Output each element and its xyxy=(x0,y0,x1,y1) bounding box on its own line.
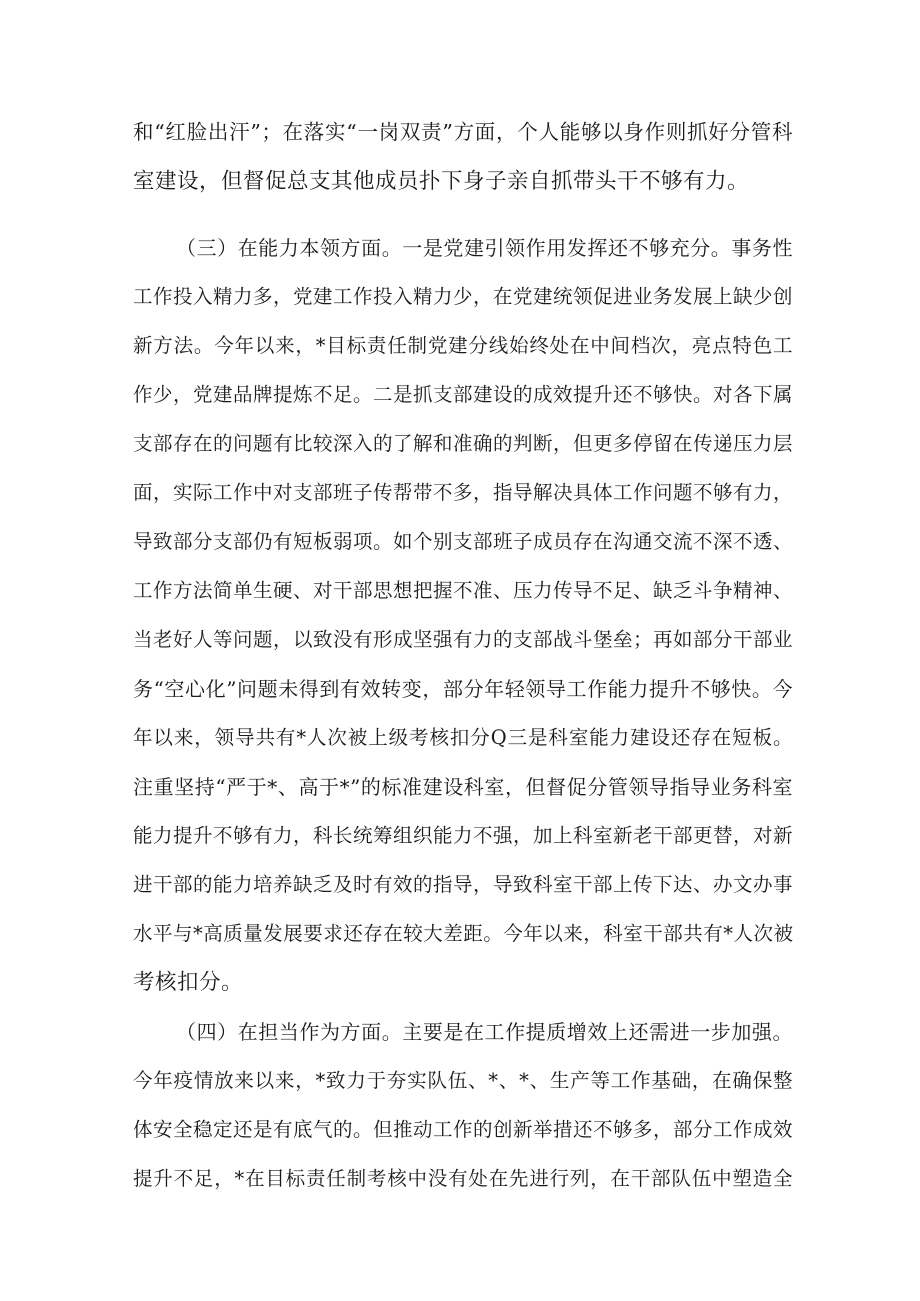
text-line-5: 新方法。今年以来，*目标责任制党建分线始终处在中间档次，亮点特色工 xyxy=(133,334,793,357)
text-line-8: 面，实际工作中对支部班子传帮带不多，指导解决具体工作问题不够有力， xyxy=(133,481,794,504)
text-line-17: 水平与*高质量发展要求还存在较大差距。今年以来，科室干部共有*人次被 xyxy=(133,922,794,945)
text-line-9: 导致部分支部仍有短板弱项。如个别支部班子成员存在沟通交流不深不透、 xyxy=(133,530,794,553)
text-line-10: 工作方法简单生硬、对干部思想把握不准、压力传导不足、缺乏斗争精神、 xyxy=(133,579,794,602)
text-line-4: 工作投入精力多，党建工作投入精力少，在党建统领促进业务发展上缺少创 xyxy=(133,285,794,308)
text-line-1: 和“红脸出汗”；在落实“一岗双责”方面，个人能够以身作则抓好分管科 xyxy=(133,120,793,144)
text-line-7: 支部存在的问题有比较深入的了解和准确的判断，但更多停留在传递压力层 xyxy=(133,432,794,455)
text-line-18: 考核扣分。 xyxy=(133,970,244,995)
text-line-16: 进干部的能力培养缺乏及时有效的指导，导致科室干部上传下达、办文办事 xyxy=(133,873,794,896)
paragraph-4-first-line: （四）在担当作为方面。主要是在工作提质增效上还需进一步加强。 xyxy=(176,1020,793,1044)
paragraph-3-first-line: （三）在能力本领方面。一是党建引领作用发挥还不够充分。事务性 xyxy=(176,236,793,260)
text-line-12: 务“空心化”问题未得到有效转变，部分年轻领导工作能力提升不够快。今 xyxy=(133,677,793,701)
text-line-13: 年以来，领导共有*人次被上级考核扣分Q三是科室能力建设还存在短板。 xyxy=(133,726,793,749)
text-line-15: 能力提升不够有力，科长统筹组织能力不强，加上科室新老干部更替，对新 xyxy=(133,824,794,847)
text-line-20: 今年疫情放来以来，*致力于夯实队伍、*、*、生产等工作基础，在确保整 xyxy=(133,1069,793,1092)
text-line-11: 当老好人等问题，以致没有形成坚强有力的支部战斗堡垒；再如部分干部业 xyxy=(133,628,794,651)
text-line-21: 体安全稳定还是有底气的。但推动工作的创新举措还不够多，部分工作成效 xyxy=(133,1118,794,1141)
text-line-22: 提升不足，*在目标责任制考核中没有处在先进行列，在干部队伍中塑造全 xyxy=(133,1167,793,1190)
text-line-6: 作少，党建品牌提炼不足。二是抓支部建设的成效提升还不够快。对各下属 xyxy=(133,383,794,406)
text-line-2: 室建设，但督促总支其他成员扑下身子亲自抓带头干不够有力。 xyxy=(133,169,750,194)
text-line-14: 注重坚持“严于*、高于*”的标准建设科室，但督促分管领导指导业务科室 xyxy=(133,775,793,799)
